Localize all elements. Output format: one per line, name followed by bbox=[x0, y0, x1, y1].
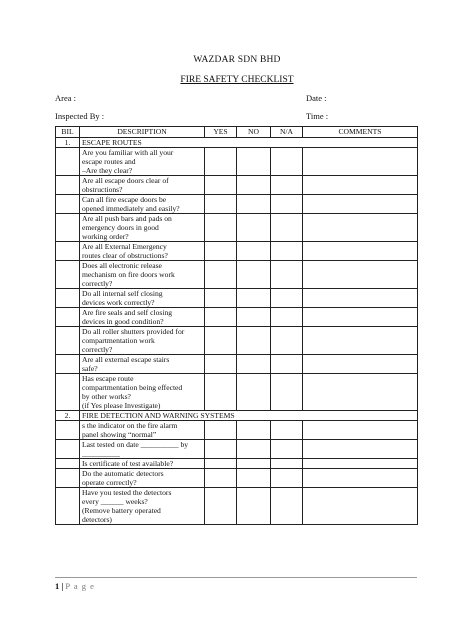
description-line: Are all External Emergency bbox=[82, 242, 167, 251]
checklist-item-row bbox=[56, 176, 418, 195]
bil-cell bbox=[56, 421, 80, 440]
no-cell[interactable] bbox=[237, 355, 271, 374]
no-cell[interactable] bbox=[237, 421, 271, 440]
checklist-item-row bbox=[56, 459, 418, 469]
na-cell[interactable] bbox=[271, 195, 303, 214]
bil-cell bbox=[56, 488, 80, 525]
section-row bbox=[56, 411, 418, 421]
no-cell[interactable] bbox=[237, 459, 271, 469]
description-line: Are all escape doors clear of bbox=[82, 176, 169, 185]
checklist-item-row bbox=[56, 214, 418, 242]
comments-cell[interactable] bbox=[303, 459, 418, 469]
description-line: Is certificate of test available? bbox=[82, 459, 174, 468]
description-line: Are fire seals and self closing bbox=[82, 308, 173, 317]
description-line: safe? bbox=[82, 364, 98, 373]
na-cell[interactable] bbox=[271, 261, 303, 289]
page-number: 1 bbox=[55, 581, 60, 591]
item-description bbox=[80, 242, 205, 261]
no-cell[interactable] bbox=[237, 195, 271, 214]
na-cell[interactable] bbox=[271, 459, 303, 469]
no-cell[interactable] bbox=[237, 327, 271, 355]
checklist-body bbox=[56, 138, 418, 525]
item-description bbox=[80, 176, 205, 195]
na-cell[interactable] bbox=[271, 469, 303, 488]
yes-cell[interactable] bbox=[205, 308, 237, 327]
comments-cell[interactable] bbox=[303, 148, 418, 176]
yes-cell[interactable] bbox=[205, 176, 237, 195]
bil-cell bbox=[56, 327, 80, 355]
column-header-comments: COMMENTS bbox=[303, 127, 418, 138]
bil-cell bbox=[56, 459, 80, 469]
description-line: correctly? bbox=[82, 279, 113, 288]
description-line: detectors) bbox=[82, 515, 112, 524]
description-line: mechanism on fire doors work bbox=[82, 270, 175, 279]
na-cell[interactable] bbox=[271, 308, 303, 327]
column-header-bil: BIL bbox=[56, 127, 80, 138]
description-line: routes clear of obstructions? bbox=[82, 251, 168, 260]
description-line: Do all roller shutters provided for bbox=[82, 327, 185, 336]
date-label: Date : bbox=[306, 93, 327, 103]
description-line: Are you familiar with all your bbox=[82, 148, 174, 157]
footer-separator: | bbox=[61, 581, 64, 591]
document-title: FIRE SAFETY CHECKLIST bbox=[180, 75, 294, 85]
checklist-item-row bbox=[56, 261, 418, 289]
no-cell[interactable] bbox=[237, 261, 271, 289]
column-header-na: N/A bbox=[271, 127, 303, 138]
checklist-item-row bbox=[56, 440, 418, 459]
item-description bbox=[80, 440, 205, 459]
no-cell[interactable] bbox=[237, 469, 271, 488]
na-cell[interactable] bbox=[271, 176, 303, 195]
comments-cell[interactable] bbox=[303, 242, 418, 261]
bil-cell bbox=[56, 374, 80, 411]
item-description bbox=[80, 308, 205, 327]
page-word: P a g e bbox=[65, 581, 95, 591]
na-cell[interactable] bbox=[271, 148, 303, 176]
yes-cell[interactable] bbox=[205, 214, 237, 242]
bil-cell bbox=[56, 176, 80, 195]
checklist-item-row bbox=[56, 488, 418, 525]
checklist-item-row bbox=[56, 195, 418, 214]
inspected-by-label: Inspected By : bbox=[55, 111, 105, 121]
item-description bbox=[80, 488, 205, 525]
yes-cell[interactable] bbox=[205, 289, 237, 308]
description-line: panel showing “normal” bbox=[82, 430, 157, 439]
na-cell[interactable] bbox=[271, 242, 303, 261]
description-line: Last tested on date __________ by bbox=[82, 440, 189, 449]
bil-cell bbox=[56, 261, 80, 289]
checklist-item-row bbox=[56, 327, 418, 355]
section-title: ESCAPE ROUTES bbox=[80, 138, 418, 148]
item-description bbox=[80, 469, 205, 488]
no-cell[interactable] bbox=[237, 488, 271, 525]
column-header-yes: YES bbox=[205, 127, 237, 138]
comments-cell[interactable] bbox=[303, 195, 418, 214]
column-header-no: NO bbox=[237, 127, 271, 138]
item-description bbox=[80, 289, 205, 308]
yes-cell[interactable] bbox=[205, 327, 237, 355]
item-description bbox=[80, 327, 205, 355]
checklist-item-row bbox=[56, 421, 418, 440]
comments-cell[interactable] bbox=[303, 289, 418, 308]
description-line: devices in good condition? bbox=[82, 317, 164, 326]
description-line: every ______ weeks? bbox=[82, 497, 148, 506]
no-cell[interactable] bbox=[237, 242, 271, 261]
na-cell[interactable] bbox=[271, 355, 303, 374]
item-description bbox=[80, 374, 205, 411]
checklist-table bbox=[55, 126, 418, 525]
checklist-item-row bbox=[56, 355, 418, 374]
description-line: Can all fire escape doors be bbox=[82, 195, 167, 204]
column-header-description: DESCRIPTION bbox=[80, 127, 205, 138]
item-description bbox=[80, 148, 205, 176]
bil-cell bbox=[56, 308, 80, 327]
item-description bbox=[80, 261, 205, 289]
comments-cell[interactable] bbox=[303, 440, 418, 459]
bil-cell bbox=[56, 289, 80, 308]
no-cell[interactable] bbox=[237, 289, 271, 308]
yes-cell[interactable] bbox=[205, 469, 237, 488]
description-line: correctly? bbox=[82, 345, 113, 354]
item-description bbox=[80, 459, 205, 469]
na-cell[interactable] bbox=[271, 421, 303, 440]
description-line: escape routes and bbox=[82, 157, 136, 166]
description-line: (if Yes please Investigate) bbox=[82, 401, 161, 410]
yes-cell[interactable] bbox=[205, 261, 237, 289]
no-cell[interactable] bbox=[237, 176, 271, 195]
description-line: Are all external escape stairs bbox=[82, 355, 170, 364]
section-row bbox=[56, 138, 418, 148]
description-line: operate correctly? bbox=[82, 478, 137, 487]
comments-cell[interactable] bbox=[303, 308, 418, 327]
comments-cell[interactable] bbox=[303, 176, 418, 195]
no-cell[interactable] bbox=[237, 308, 271, 327]
table-header-row bbox=[56, 127, 418, 138]
checklist-item-row bbox=[56, 308, 418, 327]
checklist-item-row bbox=[56, 242, 418, 261]
no-cell[interactable] bbox=[237, 374, 271, 411]
bil-cell bbox=[56, 355, 80, 374]
description-line: Have you tested the detectors bbox=[82, 488, 172, 497]
comments-cell[interactable] bbox=[303, 261, 418, 289]
na-cell[interactable] bbox=[271, 374, 303, 411]
company-name: WAZDAR SDN BHD bbox=[193, 55, 281, 65]
description-line: Do all internal self closing bbox=[82, 289, 163, 298]
item-description bbox=[80, 214, 205, 242]
na-cell[interactable] bbox=[271, 214, 303, 242]
bil-cell bbox=[56, 242, 80, 261]
yes-cell[interactable] bbox=[205, 421, 237, 440]
yes-cell[interactable] bbox=[205, 195, 237, 214]
no-cell[interactable] bbox=[237, 214, 271, 242]
description-line: opened immediately and easily? bbox=[82, 204, 180, 213]
no-cell[interactable] bbox=[237, 440, 271, 459]
na-cell[interactable] bbox=[271, 440, 303, 459]
yes-cell[interactable] bbox=[205, 148, 237, 176]
na-cell[interactable] bbox=[271, 289, 303, 308]
item-description bbox=[80, 195, 205, 214]
comments-cell[interactable] bbox=[303, 421, 418, 440]
bil-cell bbox=[56, 148, 80, 176]
footer-divider bbox=[55, 577, 417, 578]
yes-cell[interactable] bbox=[205, 459, 237, 469]
area-label: Area : bbox=[55, 93, 77, 103]
time-label: Time : bbox=[306, 111, 329, 121]
comments-cell[interactable] bbox=[303, 214, 418, 242]
yes-cell[interactable] bbox=[205, 440, 237, 459]
yes-cell[interactable] bbox=[205, 355, 237, 374]
comments-cell[interactable] bbox=[303, 374, 418, 411]
bil-cell bbox=[56, 440, 80, 459]
comments-cell[interactable] bbox=[303, 469, 418, 488]
comments-cell[interactable] bbox=[303, 327, 418, 355]
description-line: working order? bbox=[82, 232, 129, 241]
checklist-item-row bbox=[56, 148, 418, 176]
bil-cell bbox=[56, 469, 80, 488]
item-description bbox=[80, 355, 205, 374]
yes-cell[interactable] bbox=[205, 488, 237, 525]
description-line: emergency doors in good bbox=[82, 223, 159, 232]
description-line: obstructions? bbox=[82, 185, 123, 194]
description-line: Does all electronic release bbox=[82, 261, 162, 270]
item-description bbox=[80, 421, 205, 440]
description-line: by other works? bbox=[82, 392, 131, 401]
no-cell[interactable] bbox=[237, 148, 271, 176]
description-line: compartmentation work bbox=[82, 336, 155, 345]
bil-cell bbox=[56, 214, 80, 242]
description-line: Has escape route bbox=[82, 374, 134, 383]
section-number: 2. bbox=[56, 411, 80, 421]
na-cell[interactable] bbox=[271, 327, 303, 355]
description-line: (Remove battery operated bbox=[82, 506, 161, 515]
na-cell[interactable] bbox=[271, 488, 303, 525]
checklist-item-row bbox=[56, 289, 418, 308]
comments-cell[interactable] bbox=[303, 355, 418, 374]
checklist-item-row bbox=[56, 374, 418, 411]
page-footer bbox=[55, 581, 95, 591]
description-line: s the indicator on the fire alarm bbox=[82, 421, 178, 430]
description-line: __________ bbox=[82, 449, 120, 458]
description-line: Are all push bars and pads on bbox=[82, 214, 172, 223]
comments-cell[interactable] bbox=[303, 488, 418, 525]
section-title: FIRE DETECTION AND WARNING SYSTEMS bbox=[80, 411, 418, 421]
yes-cell[interactable] bbox=[205, 242, 237, 261]
description-line: Do the automatic detectors bbox=[82, 469, 164, 478]
section-number: 1. bbox=[56, 138, 80, 148]
checklist-item-row bbox=[56, 469, 418, 488]
description-line: devices work correctly? bbox=[82, 298, 155, 307]
bil-cell bbox=[56, 195, 80, 214]
description-line: compartmentation being effected bbox=[82, 383, 183, 392]
description-line: –Are they clear? bbox=[82, 166, 133, 175]
yes-cell[interactable] bbox=[205, 374, 237, 411]
